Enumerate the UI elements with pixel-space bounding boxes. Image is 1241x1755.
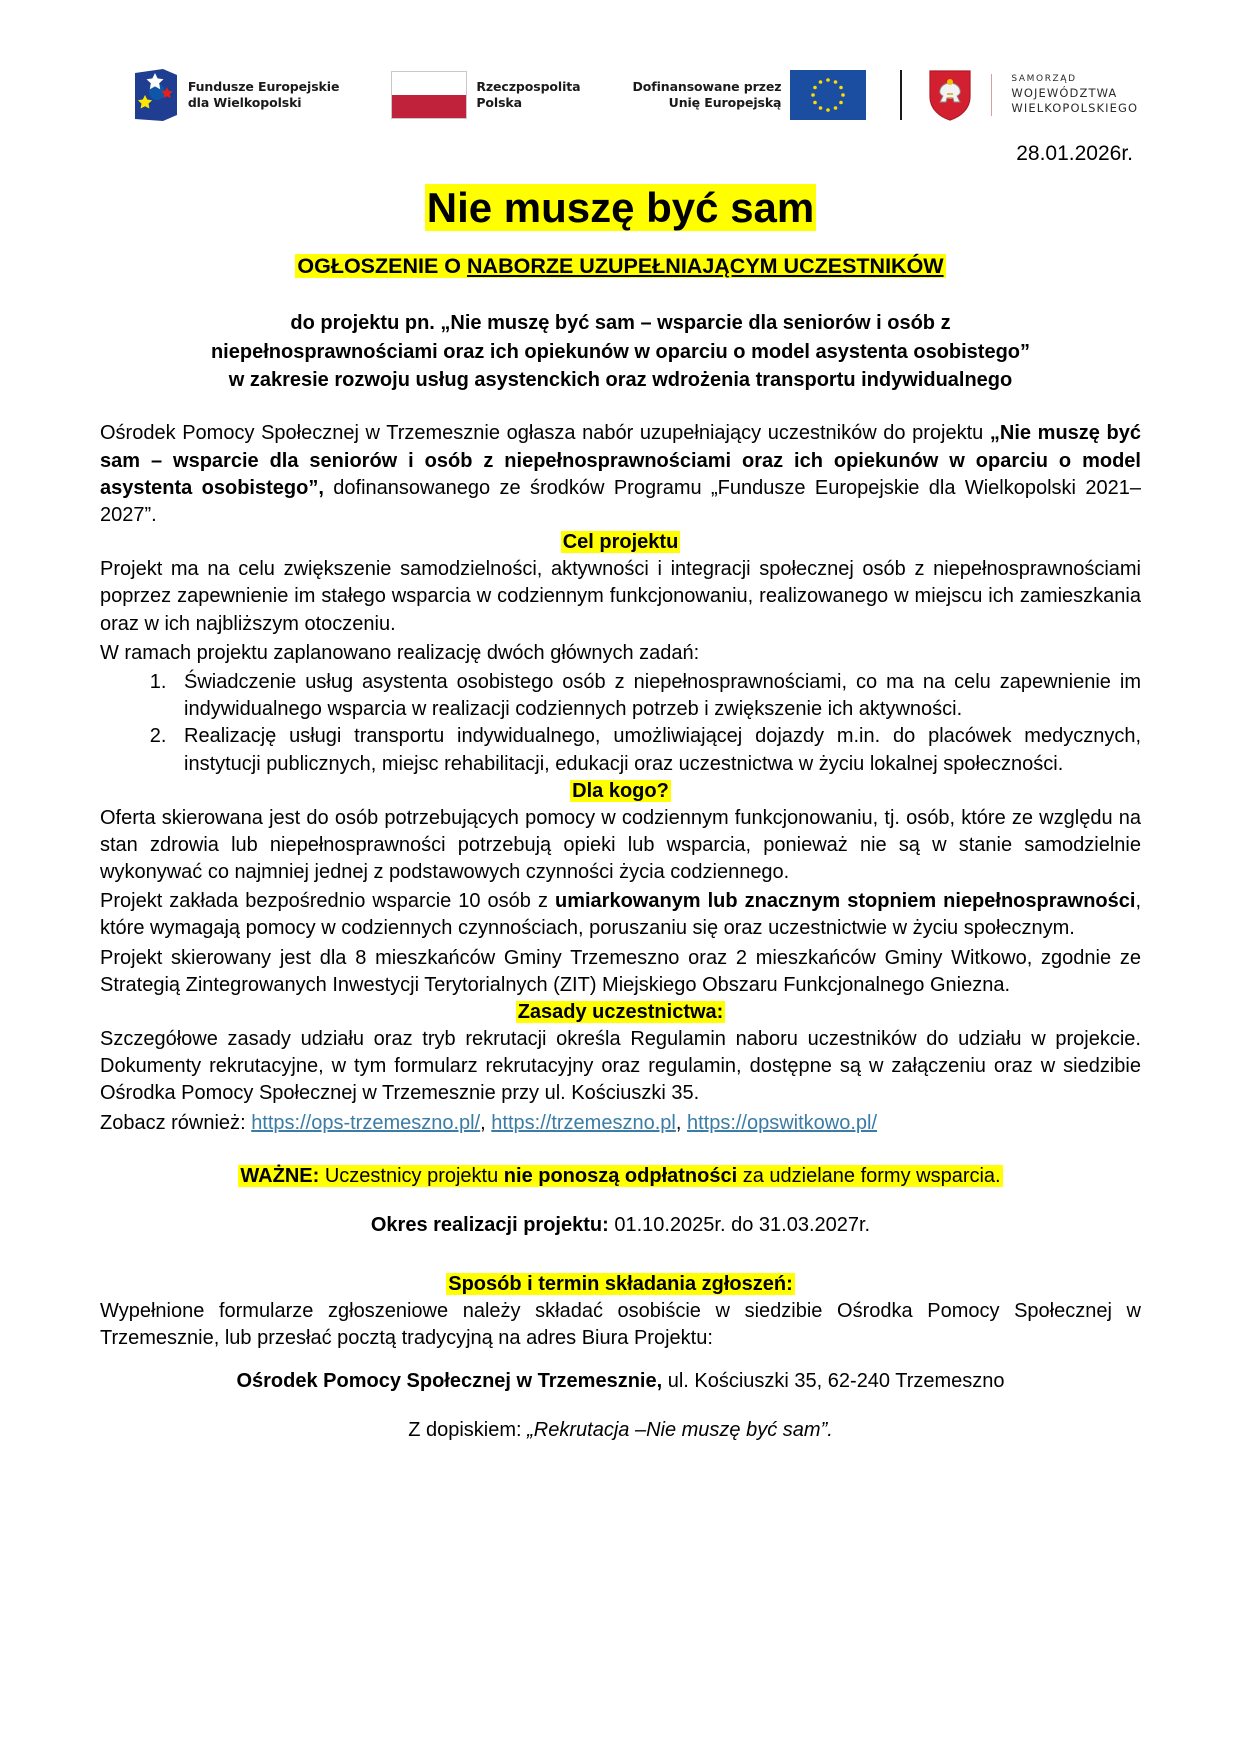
see-also-label: Zobacz również bbox=[100, 1111, 241, 1134]
wielkopolska-crest-icon bbox=[928, 69, 972, 121]
logo-line-1: Dofinansowane przez bbox=[632, 79, 782, 94]
eu-flag-icon bbox=[790, 70, 866, 120]
important-notice bbox=[100, 1165, 1141, 1188]
polish-flag-icon bbox=[391, 71, 467, 119]
dla-kogo-p2-part-2: , które wymagają pomocy w codziennych czynnościach, poruszaniu się oraz uczestnictwie w życiu społecznym. bbox=[100, 890, 1141, 940]
link-trzemeszno[interactable]: https://trzemeszno.pl bbox=[491, 1111, 676, 1134]
logo-fundusze-europejskie-label bbox=[188, 79, 340, 111]
project-period bbox=[100, 1214, 1141, 1237]
section-heading-dla-kogo bbox=[100, 780, 1141, 803]
intro-paragraph bbox=[100, 420, 1141, 529]
intro-part-1: Ośrodek Pomocy Społecznej w Trzemesznie ogłasza nabór uzupełniający uczestników do projektu bbox=[100, 422, 990, 445]
dla-kogo-paragraph-1: Oferta skierowana jest do osób potrzebujących pomocy w codziennym funkcjonowaniu, tj. osób, które ze względu na stan zdrowia lub niepełnosprawności potrzebują opieki lub wsparcia, ponieważ nie są w stanie samodzielnie wykonywać co najmniej jednej z podstawowych czynności życia codziennego. bbox=[100, 806, 1141, 884]
project-period-label: Okres realizacji projektu: bbox=[370, 1213, 609, 1236]
logo-samorzad-wojewodztwa-wielkopolskiego bbox=[928, 69, 1138, 121]
logo-line-2: Polska bbox=[476, 95, 522, 110]
important-notice-part-1: Uczestnicy projektu bbox=[319, 1164, 504, 1187]
logo-line-3: WIELKOPOLSKIEGO bbox=[1011, 100, 1139, 115]
important-notice-bold: nie ponoszą odpłatności bbox=[503, 1164, 738, 1187]
envelope-annotation-text: „Rekrutacja –Nie muszę być sam”. bbox=[527, 1419, 833, 1442]
announcement-subtitle-prefix: OGŁOSZENIE O bbox=[297, 254, 468, 279]
section-heading-cel-projektu bbox=[100, 531, 1141, 554]
logo-dofinansowane-label bbox=[633, 79, 782, 111]
eu-funding-logo-bar bbox=[100, 58, 1141, 132]
logo-line-1: SAMORZĄD bbox=[1011, 74, 1077, 85]
important-notice-highlight bbox=[238, 1165, 1002, 1187]
announcement-subtitle bbox=[100, 254, 1141, 279]
section-heading-zasady-text: Zasady uczestnictwa: bbox=[517, 1001, 724, 1024]
list-item: 2. Realizację usługi transportu indywidualnego, umożliwiającej dojazdy m.in. do placówek medycznych, instytucji publicznych, miejsc rehabilitacji, edukacji oraz uczestnictwa w życiu lokalnej społeczności. bbox=[172, 723, 1141, 777]
section-heading-sposob-skladania bbox=[100, 1273, 1141, 1296]
important-notice-part-2: za udzielane formy wsparcia. bbox=[737, 1164, 1001, 1187]
project-name-line-3: w zakresie rozwoju usług asystenckich oraz wdrożenia transportu indywidualnego bbox=[228, 369, 1013, 392]
cel-projektu-paragraph-1: Projekt ma na celu zwiększenie samodzielności, aktywności i integracji społecznej osób z niepełnosprawnościami poprzez zapewnienie im stałego wsparcia w codziennym funkcjonowaniu, realizowanego w miejscu ich zamieszkania oraz w ich najbliższym otoczeniu. bbox=[100, 558, 1141, 635]
announcement-subtitle-highlight bbox=[295, 254, 945, 278]
logo-line-1: Fundusze Europejskie bbox=[187, 79, 340, 94]
dla-kogo-p2-part-1: Projekt zakłada bezpośrednio wsparcie 10 osób z bbox=[100, 890, 555, 913]
intro-part-2: dofinansowanego ze środków Programu „Fundusze Europejskie dla Wielkopolski 2021–2027”. bbox=[100, 476, 1141, 527]
logo-line-2: dla Wielkopolski bbox=[187, 95, 302, 110]
logo-rzeczpospolita-polska bbox=[391, 71, 580, 119]
intro-project-name: „Nie muszę być sam – wsparcie dla seniorów i osób z niepełnosprawnościami oraz ich opiekunów w oparciu o model asystenta osobistego”, bbox=[100, 422, 1141, 499]
section-heading-sposob-text: Sposób i termin składania zgłoszeń: bbox=[448, 1272, 793, 1295]
logo-divider bbox=[900, 70, 902, 120]
dla-kogo-p2-bold: umiarkowanym lub znacznym stopniem niepełnosprawności bbox=[554, 890, 1136, 913]
logo-samorzad-label bbox=[1011, 74, 1138, 116]
announcement-subtitle-underlined: NABORZE UZUPEŁNIAJĄCYM UCZESTNIKÓW bbox=[467, 254, 944, 279]
logo-line-2: Unię Europejską bbox=[668, 95, 782, 110]
cel-projektu-task-list bbox=[100, 669, 1141, 778]
fundusze-europejskie-icon bbox=[133, 67, 179, 123]
section-heading-dla-kogo-text: Dla kogo? bbox=[572, 779, 669, 802]
sposob-paragraph-1: Wypełnione formularze zgłoszeniowe należy składać osobiście w siedzibie Ośrodka Pomocy Społecznej w Trzemesznie, lub przesłać pocztą tradycyjną na adres Biura Projektu: bbox=[100, 1299, 1141, 1349]
envelope-annotation-prefix: Z dopiskiem: bbox=[408, 1419, 528, 1442]
logo-fundusze-europejskie bbox=[133, 67, 340, 123]
project-name-subtitle bbox=[100, 309, 1141, 394]
project-name-line-1: do projektu pn. „Nie muszę być sam – wsparcie dla seniorów i osób z bbox=[290, 312, 951, 335]
section-heading-zasady-uczestnictwa bbox=[100, 1001, 1141, 1024]
office-address-name: Ośrodek Pomocy Społecznej w Trzemesznie, bbox=[236, 1370, 663, 1393]
section-heading-cel-projektu-text: Cel projektu bbox=[562, 531, 679, 554]
link-opswitkowo[interactable]: https://opswitkowo.pl/ bbox=[686, 1111, 878, 1134]
project-name-line-2: niepełnosprawnościami oraz ich opiekunów w oparciu o model asystenta osobistego” bbox=[210, 340, 1031, 363]
dla-kogo-paragraph-3: Projekt skierowany jest dla 8 mieszkańców Gminy Trzemeszno oraz 2 mieszkańców Gminy Witkowo, zgodnie ze Strategią Zintegrowanych Inwestycji Terytorialnych (ZIT) Miejskiego Obszaru Funkcjonalnego Gniezna. bbox=[100, 946, 1141, 996]
office-address-rest: ul. Kościuszki 35, 62-240 Trzemeszno bbox=[662, 1370, 1005, 1393]
document-date: 28.01.2026r. bbox=[1016, 142, 1133, 165]
logo-line-1: Rzeczpospolita bbox=[476, 79, 581, 94]
page-title bbox=[100, 184, 1141, 232]
crest-separator bbox=[991, 74, 992, 116]
logo-line-2: WOJEWÓDZTWA bbox=[1011, 85, 1118, 100]
envelope-annotation bbox=[100, 1419, 1141, 1442]
project-period-value: 01.10.2025r. do 31.03.2027r. bbox=[608, 1213, 871, 1236]
office-address bbox=[100, 1370, 1141, 1393]
cel-projektu-paragraph-2: W ramach projektu zaplanowano realizację dwóch głównych zadań: bbox=[100, 641, 700, 664]
important-notice-label: WAŻNE: bbox=[240, 1164, 320, 1187]
logo-dofinansowane-przez-ue bbox=[633, 70, 867, 120]
list-item: 1. Świadczenie usług asystenta osobistego osób z niepełnosprawnościami, co ma na celu zapewnienie im indywidualnego wsparcia w realizacji codziennych potrzeb i zwiększenie ich aktywności. bbox=[172, 669, 1141, 723]
page-title-text: Nie muszę być sam bbox=[426, 184, 815, 231]
zasady-see-also-line: Zobacz również: https://ops-trzemeszno.pl/, https://trzemeszno.pl, https://opswitkowo.pl/ bbox=[100, 1111, 878, 1134]
logo-rzeczpospolita-label bbox=[476, 79, 580, 111]
dla-kogo-paragraph-2 bbox=[100, 888, 1141, 942]
zasady-paragraph-1: Szczegółowe zasady udziału oraz tryb rekrutacji określa Regulamin naboru uczestników do udziału w projekcie. Dokumenty rekrutacyjne, w tym formularz rekrutacyjny oraz regulamin, dostępne są w załączeniu oraz w siedzibie Ośrodka Pomocy Społecznej w Trzemesznie przy ul. Kościuszki 35. bbox=[100, 1028, 1141, 1105]
link-ops-trzemeszno[interactable]: https://ops-trzemeszno.pl/ bbox=[251, 1111, 481, 1134]
